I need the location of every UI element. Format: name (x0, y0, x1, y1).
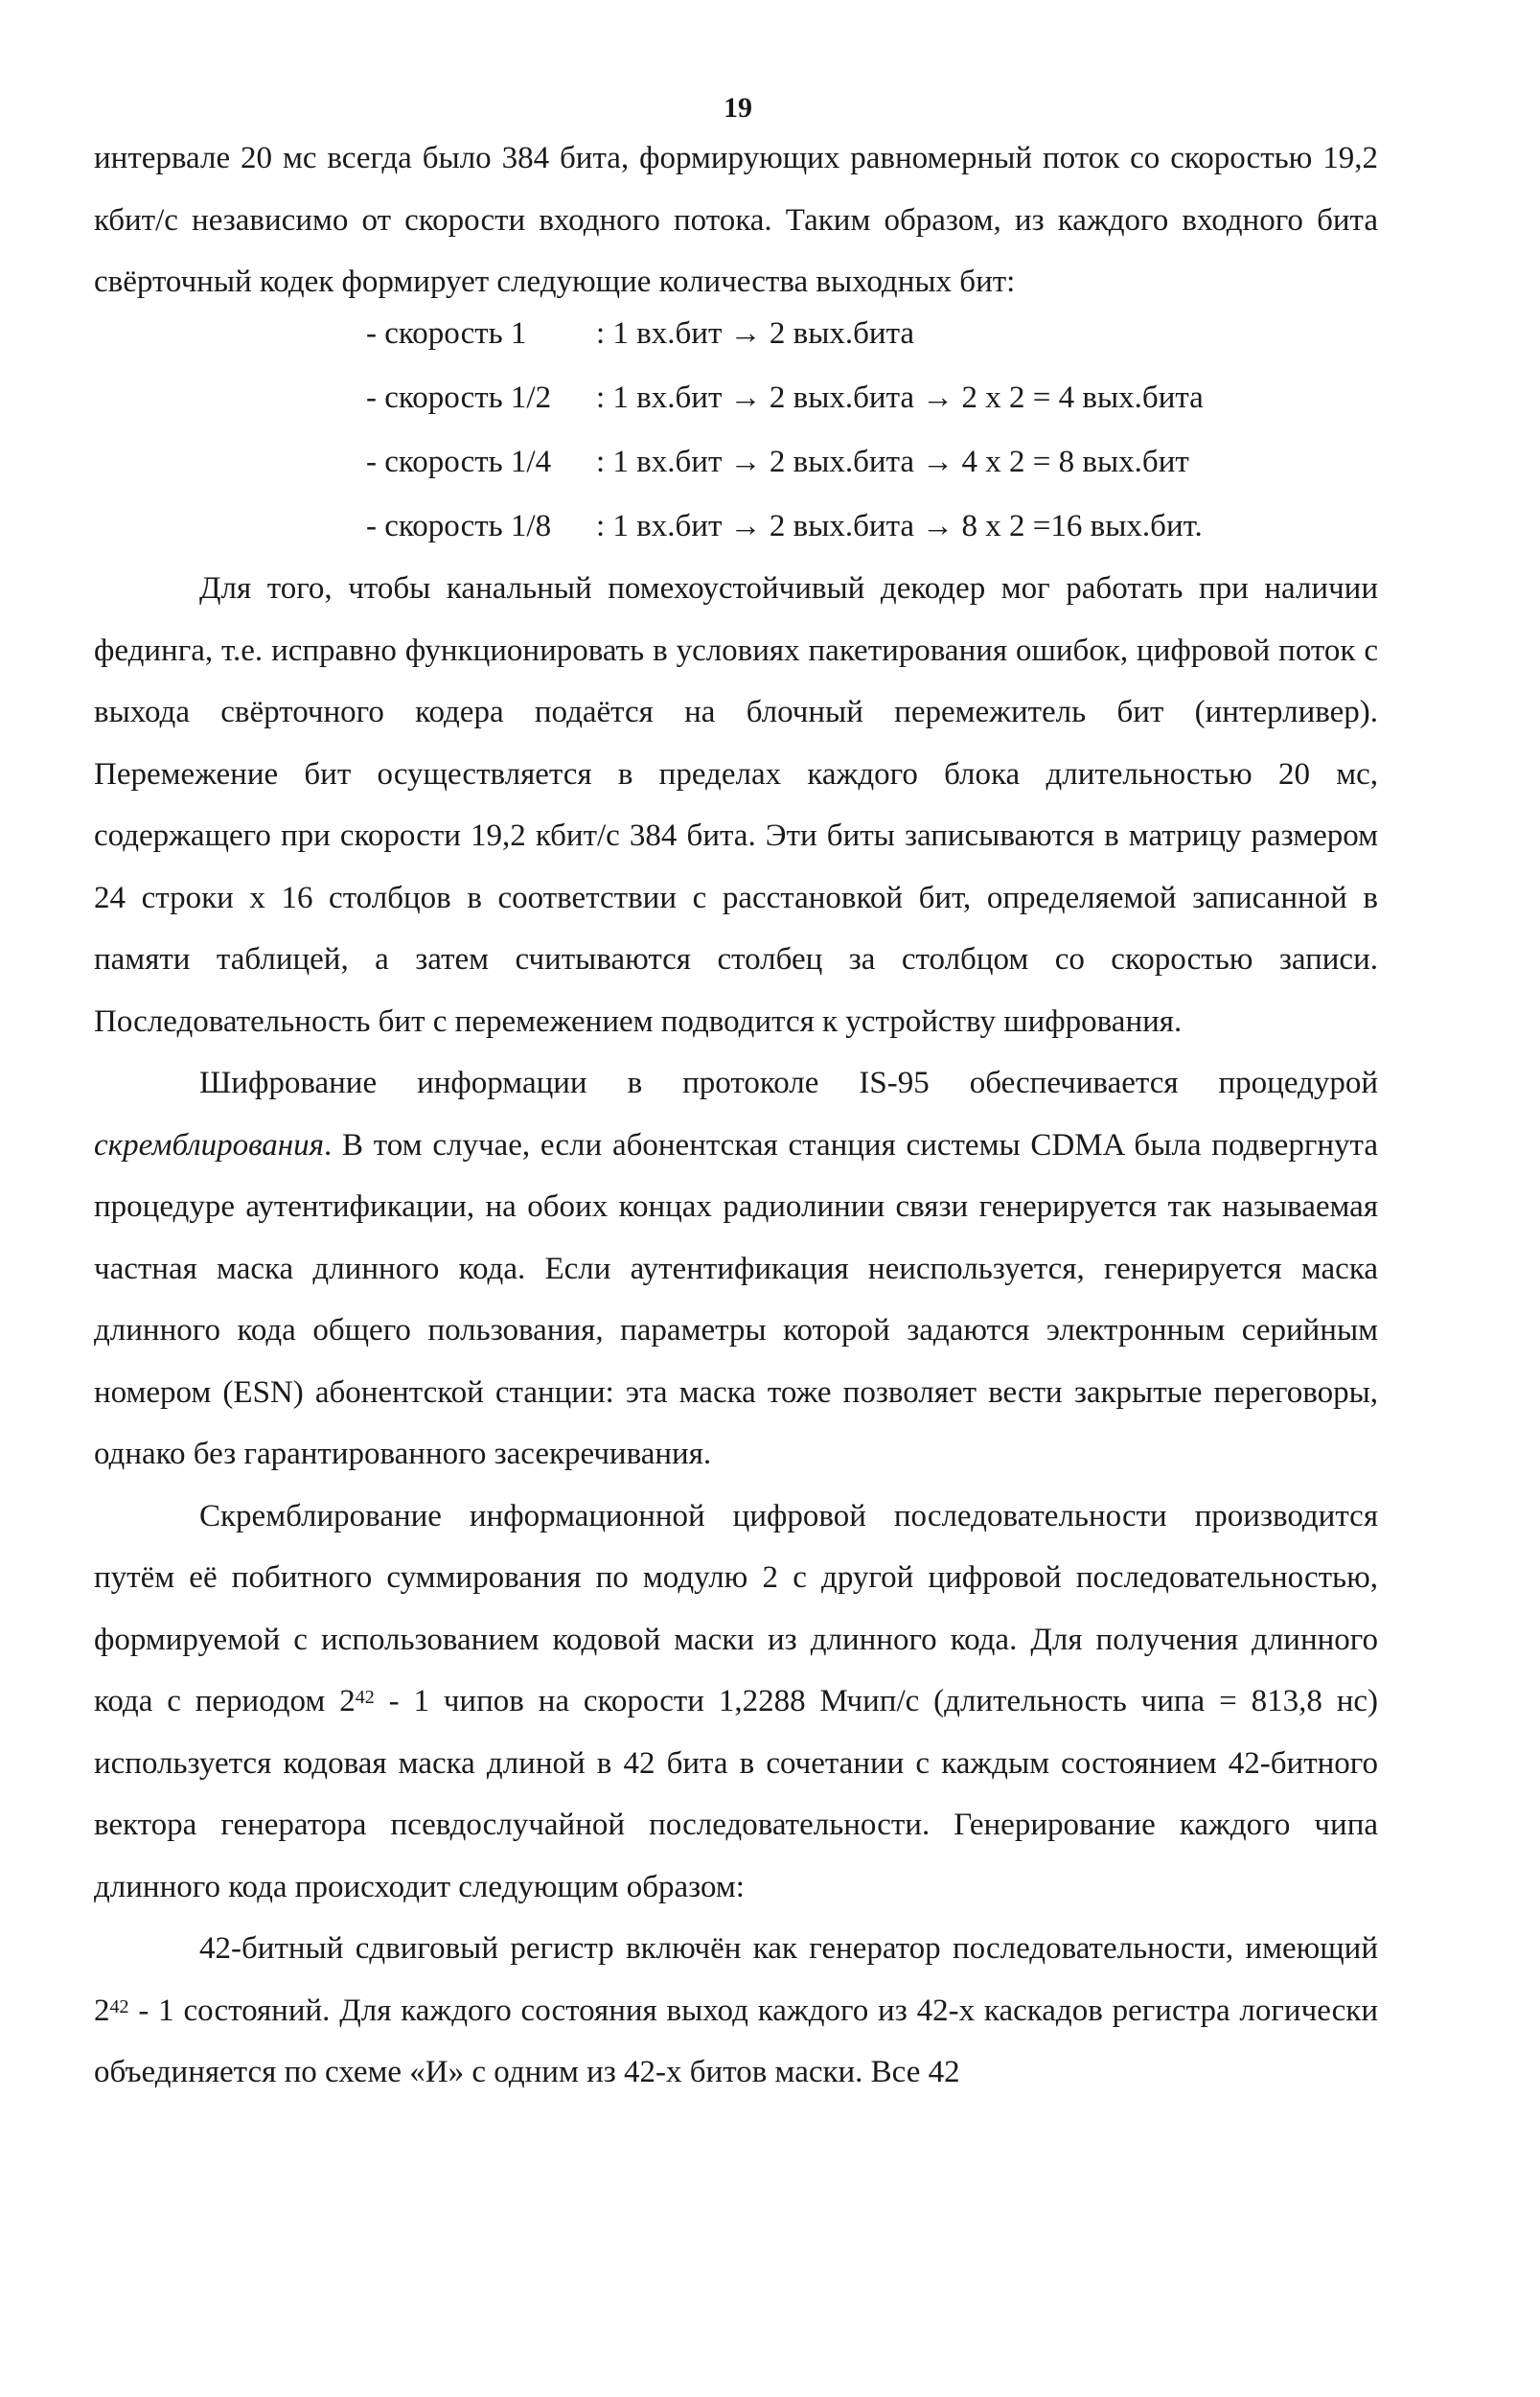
register-text-end: - 1 состояний. Для каждого состояния выход каждого из 42-х каскадов регистра логически объединяется по схеме «И» с одним из 42-х битов маски. Все 42 (94, 1993, 1378, 2089)
bit-rate-row (366, 366, 1420, 430)
encryption-term: скремблирования (94, 1127, 324, 1163)
bit-rate-row (366, 430, 1420, 495)
encryption-paragraph (94, 1052, 1378, 1486)
encryption-text-end: . В том случае, если абонентская станция системы CDMA была подвергнута процедуре аутентификации, на обоих концах радиолинии связи генерируется так называемая частная маска длинного кода. Если аутентификация неиспользуется, генерируется маска длинного кода общего пользования, параметры которой задаются электронным серийным номером (ESN) абонентской станции: эта маска тоже позволяет вести закрытые переговоры, однако без гарантированного засекречивания. (94, 1127, 1378, 1471)
bit-rate-list (366, 302, 1420, 559)
interleaving-paragraph: Для того, чтобы канальный помехоустойчивый декодер мог работать при наличии фединга, т.е. исправно функционировать в условиях пакетирования ошибок, цифровой поток с выхода свёрточного кодера подаётся на блочный перемежитель бит (интерливер). Перемежение бит осуществляется в пределах каждого блока длительностью 20 мс, содержащего при скорости 19,2 кбит/с 384 бита. Эти биты записываются в матрицу размером 24 строки х 16 столбцов в соответствии с расстановкой бит, определяемой записанной в памяти таблицей, а затем считываются столбец за столбцом со скоростью записи. Последовательность бит с перемежением подводится к устройству шифрования. (94, 571, 1378, 1039)
intro-text: интервале 20 мс всегда было 384 бита, формирующих равномерный поток со скоростью 19,2 кбит/с независимо от скорости входного потока. Таким образом, из каждого входного бита свёрточный кодек формирует следующие количества выходных бит: (94, 141, 1378, 299)
intro-paragraph (94, 127, 1378, 313)
bit-rate-label: - скорость 1/4 (366, 445, 552, 479)
scrambling-exponent: 42 (355, 1687, 375, 1708)
bit-rate-row (366, 302, 1420, 366)
register-paragraph (94, 1918, 1378, 2104)
scrambling-text-start: Скремблирование информационной цифровой последовательности производится путём её побитного суммирования по модулю 2 с другой цифровой последовательностью, формируемой с использованием кодовой маски из длинного кода. Для получения длинного кода с периодом 2 (94, 1498, 1378, 1718)
bit-rate-desc: : 1 вх.бит → 2 вых.бита → 4 х 2 = 8 вых.бит (596, 445, 1189, 479)
bit-rate-desc: : 1 вх.бит → 2 вых.бита → 2 х 2 = 4 вых.бита (596, 380, 1204, 415)
encryption-text-start: Шифрование информации в протоколе IS-95 обеспечивается процедурой (199, 1066, 1378, 1100)
scrambling-text-end: - 1 чипов на скорости 1,2288 Мчип/с (длительность чипа = 813,8 нс) используется кодовая маска длиной в 42 бита в сочетании с каждым состоянием 42-битного вектора генератора псевдослучайной последовательности. Генерирование каждого чипа длинного кода происходит следующим образом: (94, 1684, 1378, 1904)
page-number: 19 (724, 92, 752, 124)
bit-rate-label: - скорость 1/8 (366, 509, 552, 543)
bit-rate-desc: : 1 вх.бит → 2 вых.бита → 8 х 2 =16 вых.бит. (596, 509, 1203, 543)
bit-rate-row (366, 495, 1420, 559)
bit-rate-label: - скорость 1/2 (366, 380, 552, 415)
register-exponent: 42 (109, 1995, 129, 2017)
scrambling-paragraph (94, 1486, 1378, 1919)
bit-rate-desc: : 1 вх.бит → 2 вых.бита (596, 316, 915, 351)
body-text (94, 558, 1378, 2104)
register-text-start: 42-битный сдвиговый регистр включён как генератор последовательности, имеющий 2 (94, 1931, 1378, 2028)
bit-rate-label: - скорость 1 (366, 316, 527, 351)
